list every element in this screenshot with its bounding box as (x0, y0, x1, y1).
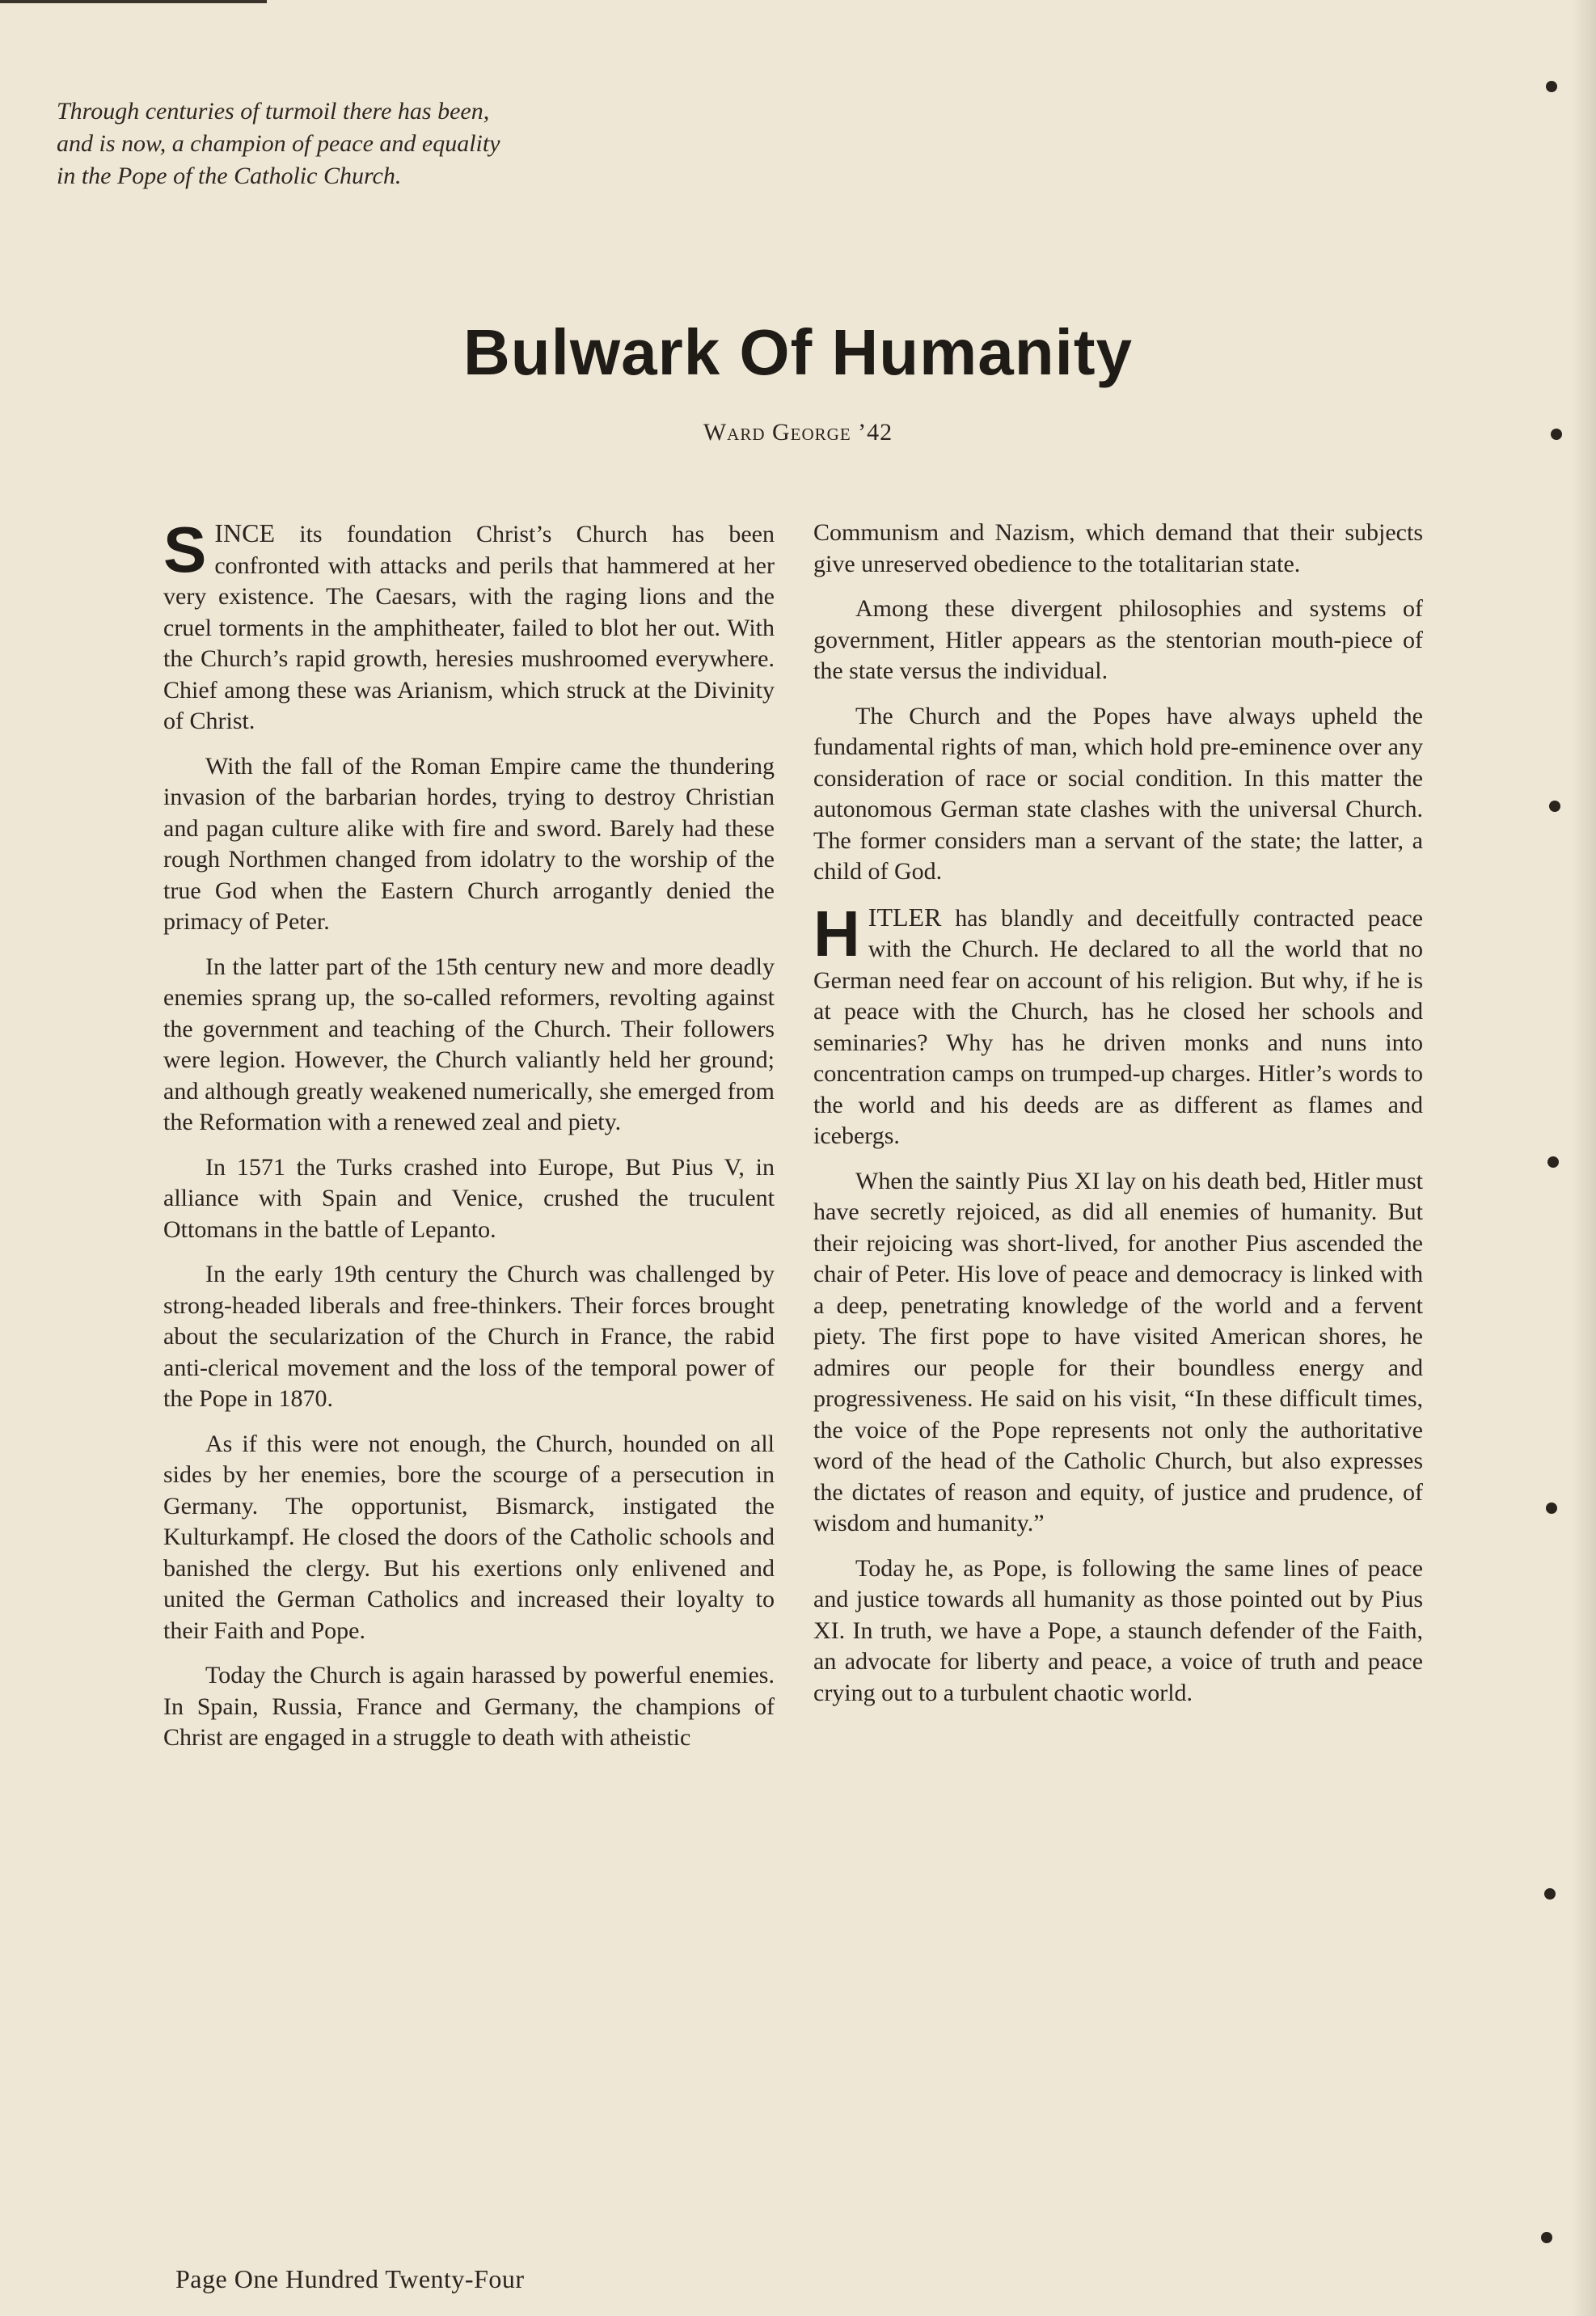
paragraph: As if this were not enough, the Church, hounded on all sides by her enemies, bore the scourge of a persecution in Germany. The opportunist, Bismarck, instigated the Kulturkampf. He closed the doors of the Catholic schools and banished the clergy. But his exertions only enlivened and united the German Catholics and increased their loyalty to their Faith and Pope. (163, 1430, 775, 1644)
paragraph: In the latter part of the 15th century new and more deadly enemies sprang up, the so-called reformers, revolting against the government and teaching of the Church. Their followers were legion. However, the Church valiantly held her ground; and although greatly weakened numerically, she emerged from the Reformation with a renewed zeal and piety. (163, 953, 775, 1135)
binding-hole-mark (1544, 1888, 1556, 1900)
epigraph-line: in the Pope of the Catholic Church. (57, 163, 402, 189)
paragraph: Today he, as Pope, is following the same lines of peace and justice towards all humanity as those pointed out by Pius XI. In truth, we have a Pope, a staunch defender of the Faith, an advocate for liberty and peace, a voice of truth and peace crying out to a turbulent chaotic world. (813, 1554, 1423, 1706)
paragraph: The Church and the Popes have always upheld the fundamental rights of man, which hold pre-eminence over any consideration of race or social condition. In this matter the autonomous German state clashes with the universal Church. The former considers man a servant of the state; the latter, a child of God. (813, 702, 1423, 885)
binding-hole-mark (1541, 2232, 1552, 2243)
class-year: ’42 (858, 419, 893, 446)
page-footer: Page One Hundred Twenty-Four (175, 2264, 525, 2293)
lead-word: INCE (214, 518, 276, 547)
paragraph: With the fall of the Roman Empire came the thundering invasion of the barbarian hordes, trying to destroy Christian and pagan culture alike with fire and sword. Barely had these rough Northmen changed from idolatry to the worship of the true God when the Eastern Church arrogantly denied the primacy of Peter. (163, 752, 775, 935)
paragraph (813, 897, 1423, 1152)
paragraph-text: has blandly and deceitfully contracted peace with the Church. He declared to all the world that no German need fear on account of his religion. But why, if he is at peace with the Church, has he closed her schools and seminaries? Why has he driven monks and nuns into concentration camps on trumped-up charges. Hitler’s words to the world and his deeds are as different as flames and icebergs. (813, 904, 1423, 1149)
paragraph-text: its foundation Christ’s Church has been confronted with attacks and perils that hammered at her very existence. The Caesars, with the raging lions and the cruel torments in the amphitheater, failed to blot her out. With the Church’s rapid growth, heresies mushroomed everywhere. Chief among these was Arianism, which struck at the Divinity of Christ. (163, 521, 775, 734)
paragraph: Among these divergent philosophies and systems of government, Hitler appears as the stentorian mouth-piece of the state versus the individual. (813, 595, 1423, 684)
paragraph (163, 513, 775, 737)
binding-hole-mark (1546, 81, 1557, 92)
epigraph-line: and is now, a champion of peace and equality (57, 130, 500, 157)
paragraph: In the early 19th century the Church was challenged by strong-headed liberals and free-thinkers. Their forces brought about the secularization of the Church in France, the rabid anti-clerical movement and the loss of the temporal power of the Pope in 1870. (163, 1261, 775, 1412)
binding-hole-mark (1547, 1156, 1559, 1168)
article-title: Bulwark Of Humanity (462, 316, 1134, 388)
top-rule (0, 0, 267, 3)
left-column (163, 513, 775, 1768)
lead-word: ITLER (868, 902, 942, 932)
binding-hole-mark (1546, 1502, 1557, 1514)
byline (0, 419, 1596, 446)
paragraph: Communism and Nazism, which demand that their subjects give unreserved obedience to the totalitarian state. (813, 519, 1423, 577)
drop-cap: S (163, 513, 207, 585)
right-column (813, 518, 1423, 1722)
paragraph: When the saintly Pius XI lay on his death bed, Hitler must have secretly rejoiced, as did all enemies of humanity. But their rejoicing was short-lived, for another Pius ascended the chair of Peter. His love of peace and democracy is linked with a deep, penetrating knowledge of the world and a fervent piety. The first pope to have visited American shores, he admires our people for their boundless energy and progressiveness. He said on his visit, “In these difficult times, the voice of the Pope represents not only the authoritative word of the head of the Catholic Church, but also expresses the dictates of reason and equity, of justice and prudence, of wisdom and humanity.” (813, 1167, 1423, 1536)
binding-hole-mark (1549, 801, 1560, 812)
author-name: Ward George (703, 419, 851, 446)
epigraph (57, 95, 752, 192)
paragraph: Today the Church is again harassed by powerful enemies. In Spain, Russia, France and Germany, the champions of Christ are engaged in a struggle to death with atheistic (163, 1662, 775, 1751)
epigraph-line: Through centuries of turmoil there has been, (57, 98, 490, 125)
paragraph: In 1571 the Turks crashed into Europe, But Pius V, in alliance with Spain and Venice, crushed the truculent Ottomans in the battle of Lepanto. (163, 1153, 775, 1243)
drop-cap: H (813, 897, 860, 970)
